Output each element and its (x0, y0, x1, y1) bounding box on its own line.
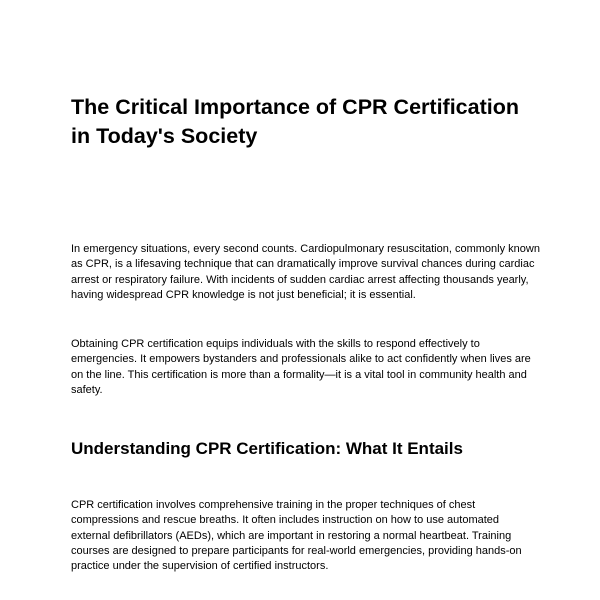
section-paragraph: CPR certification involves comprehensive training in the proper techniques of chest compressions and rescue breaths. It often includes instruction on how to use automated external defibrillators (AEDs), which are important in restoring a normal heartbeat. Training courses are designed to prepare participants for real-world emergencies, providing hands-on practice under the supervision of certified instructors. (71, 499, 522, 573)
intro-paragraph: In emergency situations, every second counts. Cardiopulmonary resuscitation, commonly known as CPR, is a lifesaving technique that can dramatically improve survival chances during cardiac arrest or respiratory failure. With incidents of sudden cardiac arrest affecting thousands yearly, having widespread CPR knowledge is not just beneficial; it is essential. (71, 243, 540, 301)
document-title: The Critical Importance of CPR Certification in Today's Society (71, 95, 519, 148)
certification-paragraph: Obtaining CPR certification equips individuals with the skills to respond effectively to emergencies. It empowers bystanders and professionals alike to act confidently when lives are on the line. This certification is more than a formality—it is a vital tool in community health and safety. (71, 338, 531, 396)
section-heading: Understanding CPR Certification: What It Entails (71, 439, 463, 458)
